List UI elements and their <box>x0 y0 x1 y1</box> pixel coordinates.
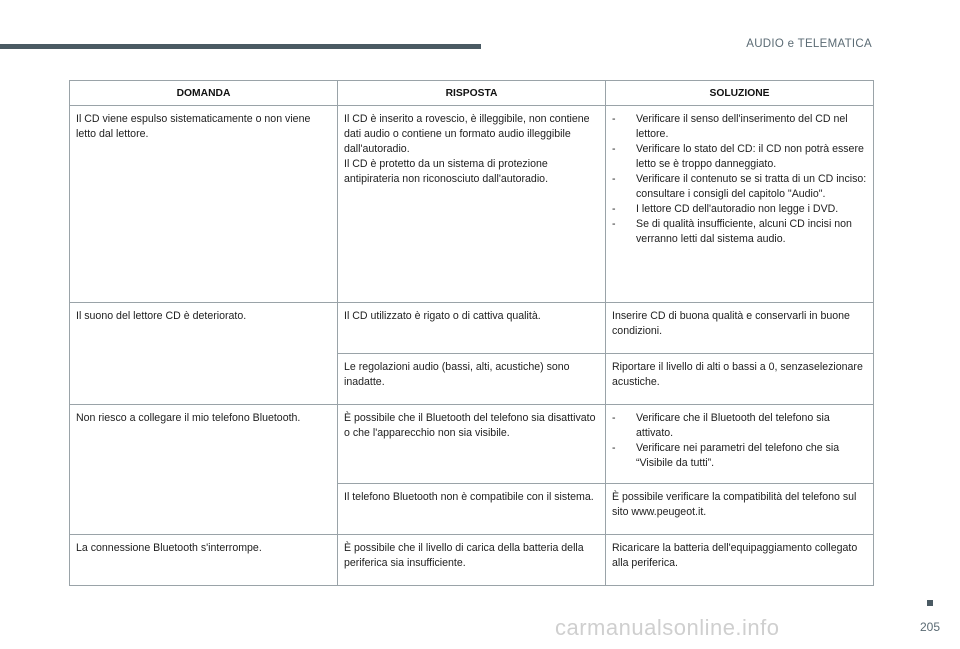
table-header-row <box>70 81 874 106</box>
page-marker <box>927 600 933 606</box>
question-cell: Non riesco a collegare il mio telefono Bluetooth. <box>70 405 338 535</box>
table-row <box>70 303 874 354</box>
solution-item: - Verificare che il Bluetooth del telefono sia attivato. <box>612 411 867 441</box>
solution-cell: Inserire CD di buona qualità e conservarli in buone condizioni. <box>606 303 874 354</box>
solution-cell: Riportare il livello di alti o bassi a 0, senzaselezionare acustiche. <box>606 354 874 405</box>
header-bar <box>0 44 481 49</box>
solution-cell: È possibile verificare la compatibilità del telefono sul sito www.peugeot.it. <box>606 484 874 535</box>
question-cell: Il suono del lettore CD è deteriorato. <box>70 303 338 405</box>
solution-cell: Ricaricare la batteria dell'equipaggiamento collegato alla periferica. <box>606 535 874 586</box>
solution-item: - I lettore CD dell'autoradio non legge i DVD. <box>612 202 867 217</box>
table-row <box>70 405 874 484</box>
answer-cell: Il CD è inserito a rovescio, è illeggibile, non contiene dati audio o contiene un formato audio illeggibile dall'autoradio. Il CD è protetto da un sistema di protezione antipirateria non riconosciuto dall'autoradio. <box>338 106 606 303</box>
question-cell: Il CD viene espulso sistematicamente o non viene letto dal lettore. <box>70 106 338 303</box>
answer-cell: Il CD utilizzato è rigato o di cattiva qualità. <box>338 303 606 354</box>
solution-cell <box>606 106 874 303</box>
solution-list <box>612 411 867 471</box>
section-title: AUDIO e TELEMATICA <box>746 38 872 50</box>
solution-item: - Verificare lo stato del CD: il CD non potrà essere letto se è troppo danneggiato. <box>612 142 867 172</box>
solution-item: - Verificare nei parametri del telefono che sia “Visibile da tutti”. <box>612 441 867 471</box>
page-number: 205 <box>919 620 941 634</box>
answer-cell: È possibile che il livello di carica della batteria della periferica sia insufficiente. <box>338 535 606 586</box>
answer-cell: Le regolazioni audio (bassi, alti, acustiche) sono inadatte. <box>338 354 606 405</box>
solution-list <box>612 112 867 247</box>
answer-cell: È possibile che il Bluetooth del telefono sia disattivato o che l'apparecchio non sia visibile. <box>338 405 606 484</box>
solution-item: - Verificare il senso dell'inserimento del CD nel lettore. <box>612 112 867 142</box>
table-row <box>70 535 874 586</box>
column-header-solution: SOLUZIONE <box>606 81 874 106</box>
troubleshooting-table <box>69 80 874 586</box>
solution-cell <box>606 405 874 484</box>
question-cell: La connessione Bluetooth s'interrompe. <box>70 535 338 586</box>
column-header-question: DOMANDA <box>70 81 338 106</box>
solution-item: - Verificare il contenuto se si tratta di un CD inciso: consultare i consigli del capitolo "Audio". <box>612 172 867 202</box>
answer-cell: Il telefono Bluetooth non è compatibile con il sistema. <box>338 484 606 535</box>
watermark: carmanualsonline.info <box>555 615 780 640</box>
column-header-answer: RISPOSTA <box>338 81 606 106</box>
table-row <box>70 106 874 303</box>
solution-item: - Se di qualità insufficiente, alcuni CD incisi non verranno letti dal sistema audio. <box>612 217 867 247</box>
